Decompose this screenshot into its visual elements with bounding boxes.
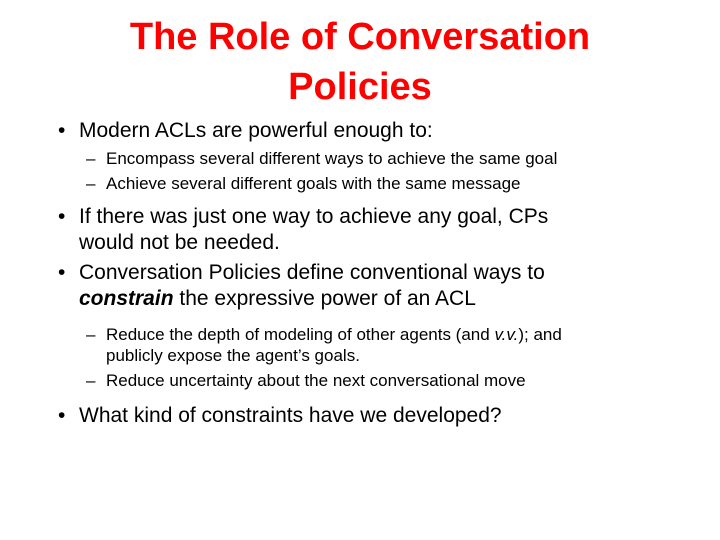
emphasis-vv: v.v. [494,325,519,344]
emphasis-constrain: constrain [79,287,174,310]
dash-icon: – [86,371,96,390]
sub-bullet-encompass [0,148,720,169]
dash-icon: – [86,174,96,193]
bullet-modern-acls [0,118,720,144]
dash-icon: – [86,325,96,344]
slide-title-line-1: The Role of Conversation [129,16,591,58]
bullet-text: Modern ACLs are powerful enough to: [79,119,433,142]
sub-bullet-reduce-uncertainty [0,370,720,391]
bullet-dot-icon: • [58,119,66,142]
dash-icon: – [86,149,96,168]
sub-bullet-text-a: Reduce the depth of modeling of other agents (and [106,325,495,344]
bullet-one-way [0,204,720,256]
sub-bullet-text: Encompass several different ways to achieve the same goal [106,149,558,168]
sub-bullet-text: Achieve several different goals with the same message [106,174,521,193]
bullet-text-line-2: would not be needed. [79,231,280,254]
sub-bullet-text: Reduce uncertainty about the next conversational move [106,371,526,390]
bullet-dot-icon: • [58,261,66,284]
slide-body [0,118,720,429]
slide-title [0,12,720,112]
bullet-text: What kind of constraints have we developed? [79,404,502,427]
bullet-dot-icon: • [58,404,66,427]
bullet-text-line-2: the expressive power of an ACL [173,287,476,310]
sub-bullet-text-b: ); and [518,325,562,344]
bullet-constraints-question [0,403,720,429]
slide-title-line-2: Policies [288,66,432,108]
bullet-dot-icon: • [58,205,66,228]
bullet-text-line-1: Conversation Policies define conventional ways to [79,261,545,284]
sub-bullet-achieve [0,173,720,194]
bullet-text-line-1: If there was just one way to achieve any goal, CPs [79,205,549,228]
sub-bullet-reduce-depth [0,324,720,366]
sub-bullet-text-line-2: publicly expose the agent’s goals. [106,346,360,365]
bullet-conversation-policies [0,260,720,312]
